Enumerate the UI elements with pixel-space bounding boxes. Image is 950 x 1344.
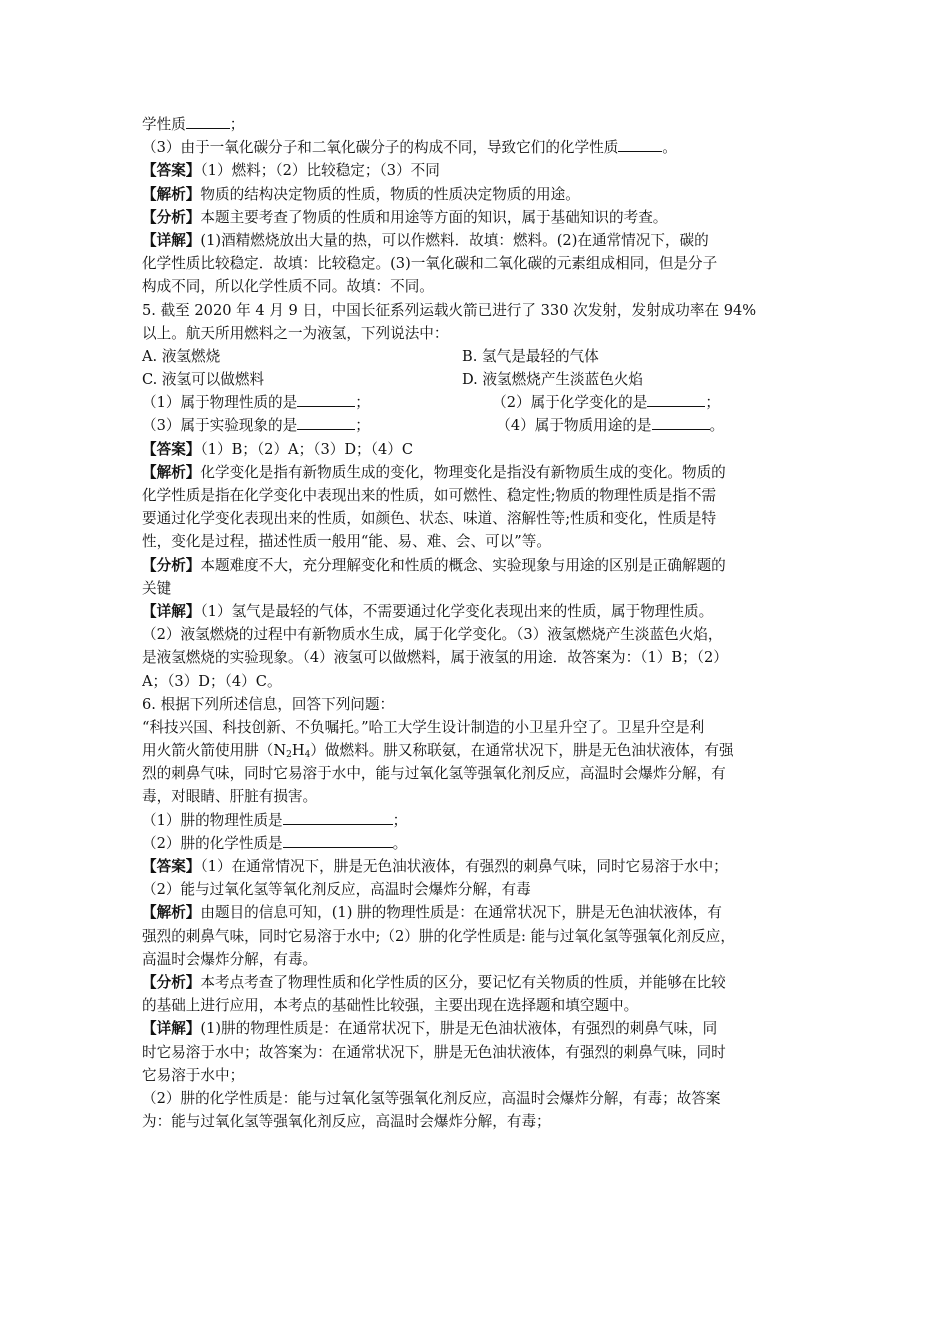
question-6-stem: 烈的刺鼻气味，同时它易溶于水中，能与过氧化氢等强氧化剂反应，高温时会爆炸分解，有 [142, 765, 726, 783]
detail-line: 时它易溶于水中；故答案为：在通常状况下，肼是无色油状液体，有强烈的刺鼻气味，同时 [142, 1043, 726, 1061]
question-line: （3）由于一氧化碳分子和二氧化碳分子的构成不同，导致它们的化学性质 。 [142, 136, 808, 159]
detail-line: 【详解】(1)酒精燃烧放出大量的热，可以作燃料．故填：燃料。(2)在通常情况下，碳的 [142, 231, 709, 249]
document-page [142, 113, 808, 1133]
detail-line: 是液氢燃烧的实验现象。（4）液氢可以做燃料，属于液氢的用途．故答案为：（1）B；（2） [142, 649, 728, 667]
analysis-line: 【解析】物质的结构决定物质的性质，物质的性质决定物质的用途。 [142, 185, 580, 203]
analysis-line: 【解析】化学变化是指有新物质生成的变化，物理变化是指没有新物质生成的变化。物质的 [142, 463, 726, 481]
subquestion-line: （1）肼的物理性质是 ； [142, 809, 808, 832]
comment-tag: 【分析】 [142, 973, 201, 991]
analysis-tag: 【解析】 [142, 904, 201, 922]
answer-tag: 【答案】 [142, 162, 201, 180]
question-6-stem: 毒，对眼睛、肝脏有损害。 [142, 788, 318, 806]
detail-tag: 【详解】 [142, 1020, 201, 1038]
answer-line: 【答案】（1）燃料；（2）比较稳定；（3）不同 [142, 162, 440, 180]
analysis-line: 要通过化学变化表现出来的性质，如颜色、状态、味道、溶解性等;性质和变化，性质是特 [142, 510, 717, 528]
question-6-stem: 6. 根据下列所述信息，回答下列问题： [142, 695, 395, 713]
answer-blank [647, 391, 705, 407]
detail-tag: 【详解】 [142, 602, 201, 620]
detail-line: （2）肼的化学性质是：能与过氧化氢等强氧化剂反应，高温时会爆炸分解，有毒；故答案 [142, 1089, 721, 1107]
detail-tag: 【详解】 [142, 231, 201, 249]
comment-line: 关键 [142, 579, 172, 597]
detail-line: （2）液氢燃烧的过程中有新物质水生成，属于化学变化。（3）液氢燃烧产生淡蓝色火焰， [142, 626, 723, 644]
subquestion-row: （1）属于物理性质的是 ； （2）属于化学变化的是 ； [142, 391, 808, 414]
subquestion-line: （2）肼的化学性质是 。 [142, 832, 808, 855]
text-line: 学性质 ； [142, 113, 808, 136]
answer-blank [297, 391, 355, 407]
detail-line: 它易溶于水中； [142, 1066, 245, 1084]
detail-line: 化学性质比较稳定．故填：比较稳定。(3)一氧化碳和二氧化碳的元素组成相同，但是分子 [142, 255, 718, 273]
option-c: C. 液氢可以做燃料 [142, 371, 265, 389]
answer-tag: 【答案】 [142, 858, 201, 875]
comment-line: 【分析】本考点考查了物理性质和化学性质的区分，要记忆有关物质的性质，并能够在比较 [142, 973, 726, 991]
detail-line: 构成不同，所以化学性质不同。故填：不同。 [142, 278, 434, 296]
comment-line: 的基础上进行应用，本考点的基础性比较强，主要出现在选择题和填空题中。 [142, 997, 639, 1015]
answer-blank [283, 809, 393, 825]
analysis-tag: 【解析】 [142, 185, 201, 203]
options-row [142, 368, 808, 391]
answer-line: 【答案】（1）B；（2）A；（3）D；（4）C [142, 440, 413, 458]
comment-line: 【分析】本题主要考查了物质的性质和用途等方面的知识，属于基础知识的考查。 [142, 208, 668, 226]
analysis-line: 强烈的刺鼻气味，同时它易溶于水中;（2）肼的化学性质是: 能与过氧化氢等强氧化剂反应， [142, 927, 735, 945]
option-a: A. 液氢燃烧 [142, 347, 221, 365]
question-5-stem: 以上。航天所用燃料之一为液氢，下列说法中： [142, 324, 449, 342]
answer-tag: 【答案】 [142, 440, 201, 458]
answer-blank [652, 414, 710, 430]
answer-blank [283, 832, 393, 848]
analysis-line: 【解析】由题目的信息可知，(1) 肼的物理性质是：在通常状况下，肼是无色油状液体，有 [142, 904, 722, 922]
detail-line: 为：能与过氧化氢等强氧化剂反应，高温时会爆炸分解，有毒； [142, 1113, 551, 1131]
option-b: B. 氢气是最轻的气体 [462, 347, 599, 365]
detail-line: 【详解】（1）氢气是最轻的气体，不需要通过化学变化表现出来的性质，属于物理性质。 [142, 602, 714, 620]
subquestion-row: （3）属于实验现象的是 ； （4）属于物质用途的是 。 [142, 414, 808, 437]
comment-tag: 【分析】 [142, 556, 201, 574]
answer-blank [618, 136, 662, 152]
question-6-stem: “科技兴国、科技创新、不负嘱托。”哈工大学生设计制造的小卫星升空了。卫星升空是利 [142, 718, 705, 736]
answer-line: （2）能与过氧化氢等氧化剂反应，高温时会爆炸分解，有毒 [142, 881, 531, 899]
detail-line: A；（3）D；（4）C。 [142, 672, 282, 690]
analysis-line: 性，变化是过程，描述性质一般用“能、易、难、会、可以”等。 [142, 533, 551, 551]
answer-blank [297, 414, 355, 430]
analysis-tag: 【解析】 [142, 463, 201, 481]
answer-blank [186, 113, 230, 129]
question-5-stem: 5. 截至 2020 年 4 月 9 日，中国长征系列运载火箭已进行了 330 次发射，发射成功率在 94% [142, 301, 757, 319]
options-row [142, 345, 808, 368]
analysis-line: 高温时会爆炸分解，有毒。 [142, 950, 318, 968]
option-d: D. 液氢燃烧产生淡蓝色火焰 [462, 371, 643, 389]
answer-line: 【答案】（1）在通常情况下，肼是无色油状液体，有强烈的刺鼻气味，同时它易溶于水中； [142, 858, 728, 875]
detail-line: 【详解】(1)肼的物理性质是：在通常状况下，肼是无色油状液体，有强烈的刺鼻气味，同 [142, 1020, 718, 1038]
analysis-line: 化学性质是指在化学变化中表现出来的性质，如可燃性、稳定性;物质的物理性质是指不需 [142, 487, 717, 504]
comment-tag: 【分析】 [142, 208, 201, 226]
question-6-stem: 用火箭火箭使用肼$(N_2H_4)$做燃料。肼又称联氨，在通常状况下，肼是无色油状液体，有强 [142, 742, 734, 761]
comment-line: 【分析】本题难度不大，充分理解变化和性质的概念、实验现象与用途的区别是正确解题的 [142, 556, 726, 574]
